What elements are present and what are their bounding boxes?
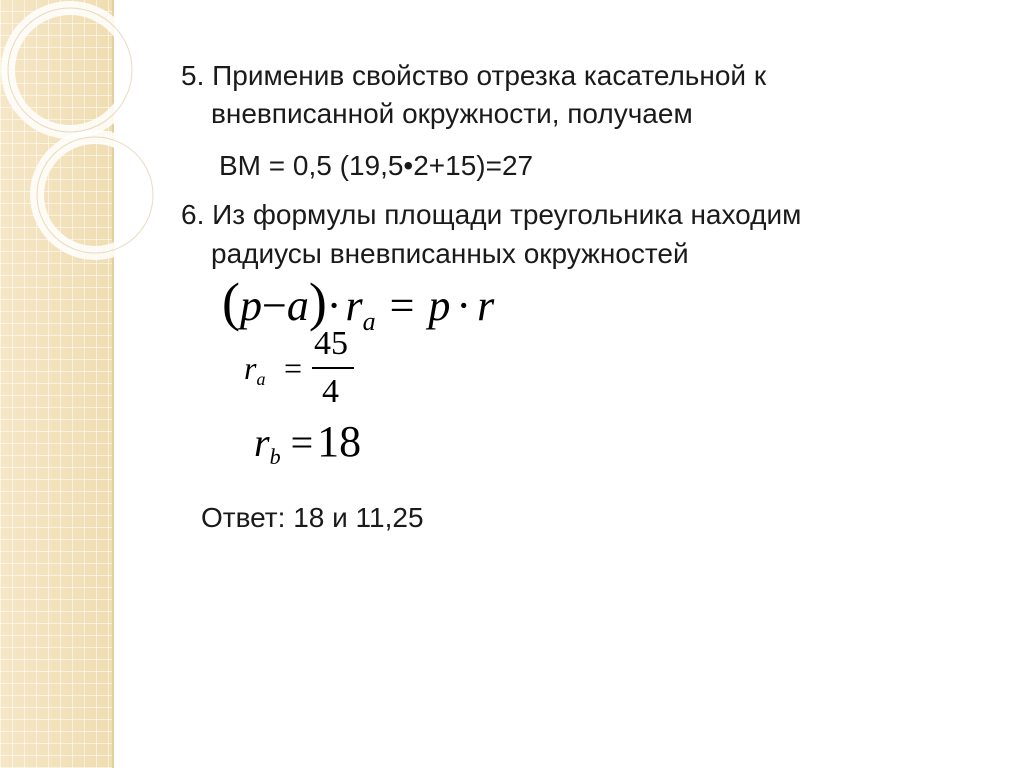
- formula1-dot2: ·: [456, 281, 472, 330]
- formula3-r: r: [254, 420, 270, 465]
- formula2-r: r: [244, 350, 257, 386]
- decorative-rings: [0, 0, 240, 300]
- formula2-equals-sign: =: [284, 350, 303, 386]
- step6-line1: 6. Из формулы площади треугольника находим: [181, 199, 802, 230]
- formula1-r: r: [345, 281, 363, 330]
- formula-rb-equation: [254, 418, 361, 481]
- formula2-numerator: 45: [314, 325, 348, 362]
- formula1-equals: =: [389, 281, 415, 330]
- ring-small: [37, 137, 153, 253]
- fraction-bar: [312, 367, 354, 369]
- formula1-sub-a: a: [362, 307, 376, 336]
- formula1-r2: r: [477, 281, 495, 330]
- formula-ra-symbol: [244, 348, 265, 399]
- answer-text: Ответ: 18 и 11,25: [201, 502, 424, 533]
- formula1-a: a: [286, 281, 309, 330]
- step5-calculation: ВМ = 0,5 (19,5•2+15)=27: [219, 150, 534, 181]
- formula1-lparen: (: [222, 272, 240, 332]
- formula2-denominator: 4: [322, 373, 339, 410]
- formula2-equals: [284, 348, 302, 388]
- formula1-dot: ·: [326, 281, 342, 330]
- step5-line1: 5. Применив свойство отрезка касательной к: [181, 60, 767, 91]
- formula3-sub: b: [269, 444, 281, 469]
- formula1-minus: −: [261, 281, 287, 330]
- formula-area-equation: [222, 262, 494, 362]
- formula3-equals: =: [290, 420, 314, 465]
- formula1-p: p: [239, 281, 262, 330]
- step6-line2: радиусы вневписанных окружностей: [211, 238, 689, 269]
- formula2-sub: a: [256, 369, 266, 389]
- formula1-rparen: ): [308, 272, 327, 332]
- step5-line2: вневписанной окружности, получаем: [211, 98, 693, 129]
- ring-large: [8, 8, 132, 132]
- formula1-p2: p: [428, 281, 451, 330]
- formula3-value: 18: [317, 417, 362, 466]
